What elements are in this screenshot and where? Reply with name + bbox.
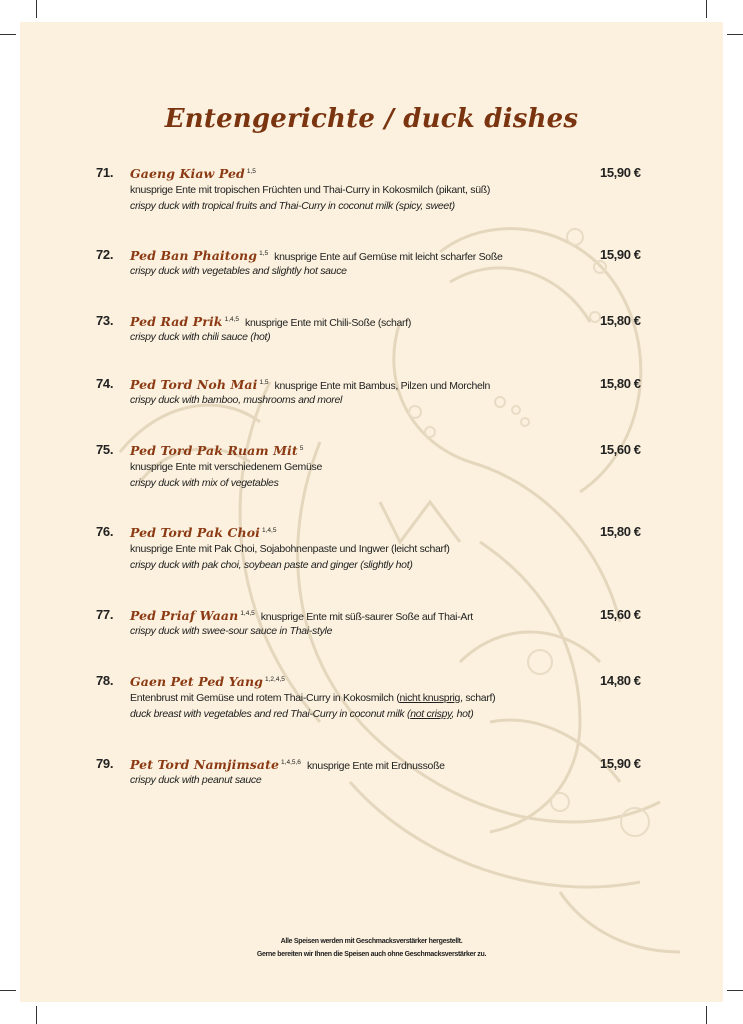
additive-codes: 1,4,5,6 [281, 759, 301, 766]
description-en: crispy duck with swee-sour sauce in Thai-style [130, 625, 333, 637]
crop-mark [0, 990, 16, 991]
desc-text: duck breast with vegetables and red Thai-Curry in coconut milk ( [130, 708, 411, 720]
description-en [130, 708, 473, 720]
description-en: crispy duck with pak choi, soybean paste and ginger (slightly hot) [130, 559, 413, 571]
item-number: 72. [96, 247, 114, 262]
item-heading [130, 673, 285, 691]
item-number: 78. [96, 673, 114, 688]
footer-note: Alle Speisen werden mit Geschmacksverstärker hergestellt. [280, 938, 463, 945]
item-price: 15,60 € [600, 442, 641, 457]
dish-name: Ped Rad Prik [130, 314, 223, 329]
additive-codes: 1,4,5 [262, 527, 277, 534]
footer-note: Gerne bereiten wir Ihnen die Speisen auch ohne Geschmacksverstärker zu. [256, 951, 487, 958]
dish-name: Ped Tord Pak Choi [130, 525, 260, 540]
desc-underlined: nicht knusprig [399, 692, 461, 704]
crop-mark [706, 0, 707, 18]
desc-text: , hot) [451, 708, 474, 720]
crop-mark [706, 1006, 707, 1024]
crop-mark [0, 34, 16, 35]
item-price: 15,80 € [600, 376, 641, 391]
description-en: crispy duck with chili sauce (hot) [130, 331, 271, 343]
item-price: 15,60 € [600, 607, 641, 622]
description-en: crispy duck with mix of vegetables [130, 477, 279, 489]
description-de: knusprige Ente auf Gemüse mit leicht scharfer Soße [274, 251, 503, 263]
item-price: 15,90 € [600, 247, 641, 262]
description-en: crispy duck with vegetables and slightly hot sauce [130, 265, 347, 277]
item-number: 76. [96, 524, 114, 539]
item-number: 79. [96, 756, 114, 771]
item-price: 15,80 € [600, 313, 641, 328]
dish-name: Ped Tord Pak Ruam Mit [130, 443, 298, 458]
description-en: crispy duck with tropical fruits and Thai-Curry in coconut milk (spicy, sweet) [130, 200, 455, 212]
description-de: knusprige Ente mit süß-saurer Soße auf Thai-Art [260, 611, 473, 623]
dish-name: Ped Tord Noh Mai [130, 377, 258, 392]
additive-codes: 1,4,5 [224, 316, 240, 323]
additive-codes: 1,5 [246, 168, 256, 175]
item-heading [130, 313, 411, 331]
item-price: 15,80 € [600, 524, 641, 539]
item-heading [130, 524, 276, 542]
item-number: 74. [96, 376, 114, 391]
description-de: knusprige Ente mit Erdnussoße [306, 760, 445, 772]
item-number: 71. [96, 165, 114, 180]
additive-codes: 1,5 [259, 250, 269, 257]
item-heading [130, 247, 503, 265]
page-title: Entengerichte / duck dishes [164, 104, 579, 134]
crop-mark [36, 0, 37, 18]
desc-underlined: not crispy [410, 708, 452, 720]
additive-codes: 5 [299, 445, 304, 452]
crop-mark [36, 1006, 37, 1024]
item-price: 14,80 € [600, 673, 641, 688]
item-heading [130, 442, 303, 460]
crop-mark [727, 34, 743, 35]
item-heading [130, 165, 256, 183]
description-de: knusprige Ente mit Chili-Soße (scharf) [245, 317, 412, 329]
item-heading [130, 607, 473, 625]
item-number: 77. [96, 607, 114, 622]
item-heading [130, 756, 445, 774]
item-number: 75. [96, 442, 114, 457]
crop-mark [727, 990, 743, 991]
description-de [130, 692, 495, 704]
description-en: crispy duck with peanut sauce [130, 774, 262, 786]
dish-name: Gaen Pet Ped Yang [130, 674, 263, 689]
additive-codes: 1,2,4,5 [265, 676, 285, 683]
description-de: knusprige Ente mit tropischen Früchten und Thai-Curry in Kokosmilch (pikant, süß) [130, 184, 491, 196]
dish-name: Gaeng Kiaw Ped [130, 166, 245, 181]
item-number: 73. [96, 313, 114, 328]
dish-name: Pet Tord Namjimsate [130, 757, 280, 772]
description-en: crispy duck with bamboo, mushrooms and morel [130, 394, 343, 406]
additive-codes: 1,4,5 [240, 610, 255, 617]
item-heading [130, 376, 490, 394]
description-de: knusprige Ente mit verschiedenem Gemüse [130, 461, 322, 473]
dish-name: Ped Ban Phaitong [130, 248, 258, 263]
desc-text: , scharf) [460, 692, 496, 704]
description-de: knusprige Ente mit Pak Choi, Sojabohnenpaste und Ingwer (leicht scharf) [130, 543, 450, 555]
desc-text: Entenbrust mit Gemüse und rotem Thai-Curry in Kokosmilch ( [130, 692, 400, 704]
description-de: knusprige Ente mit Bambus, Pilzen und Morcheln [274, 380, 491, 392]
dish-name: Ped Priaf Waan [130, 608, 239, 623]
additive-codes: 1,5 [259, 379, 269, 386]
item-price: 15,90 € [600, 165, 641, 180]
item-price: 15,90 € [600, 756, 641, 771]
